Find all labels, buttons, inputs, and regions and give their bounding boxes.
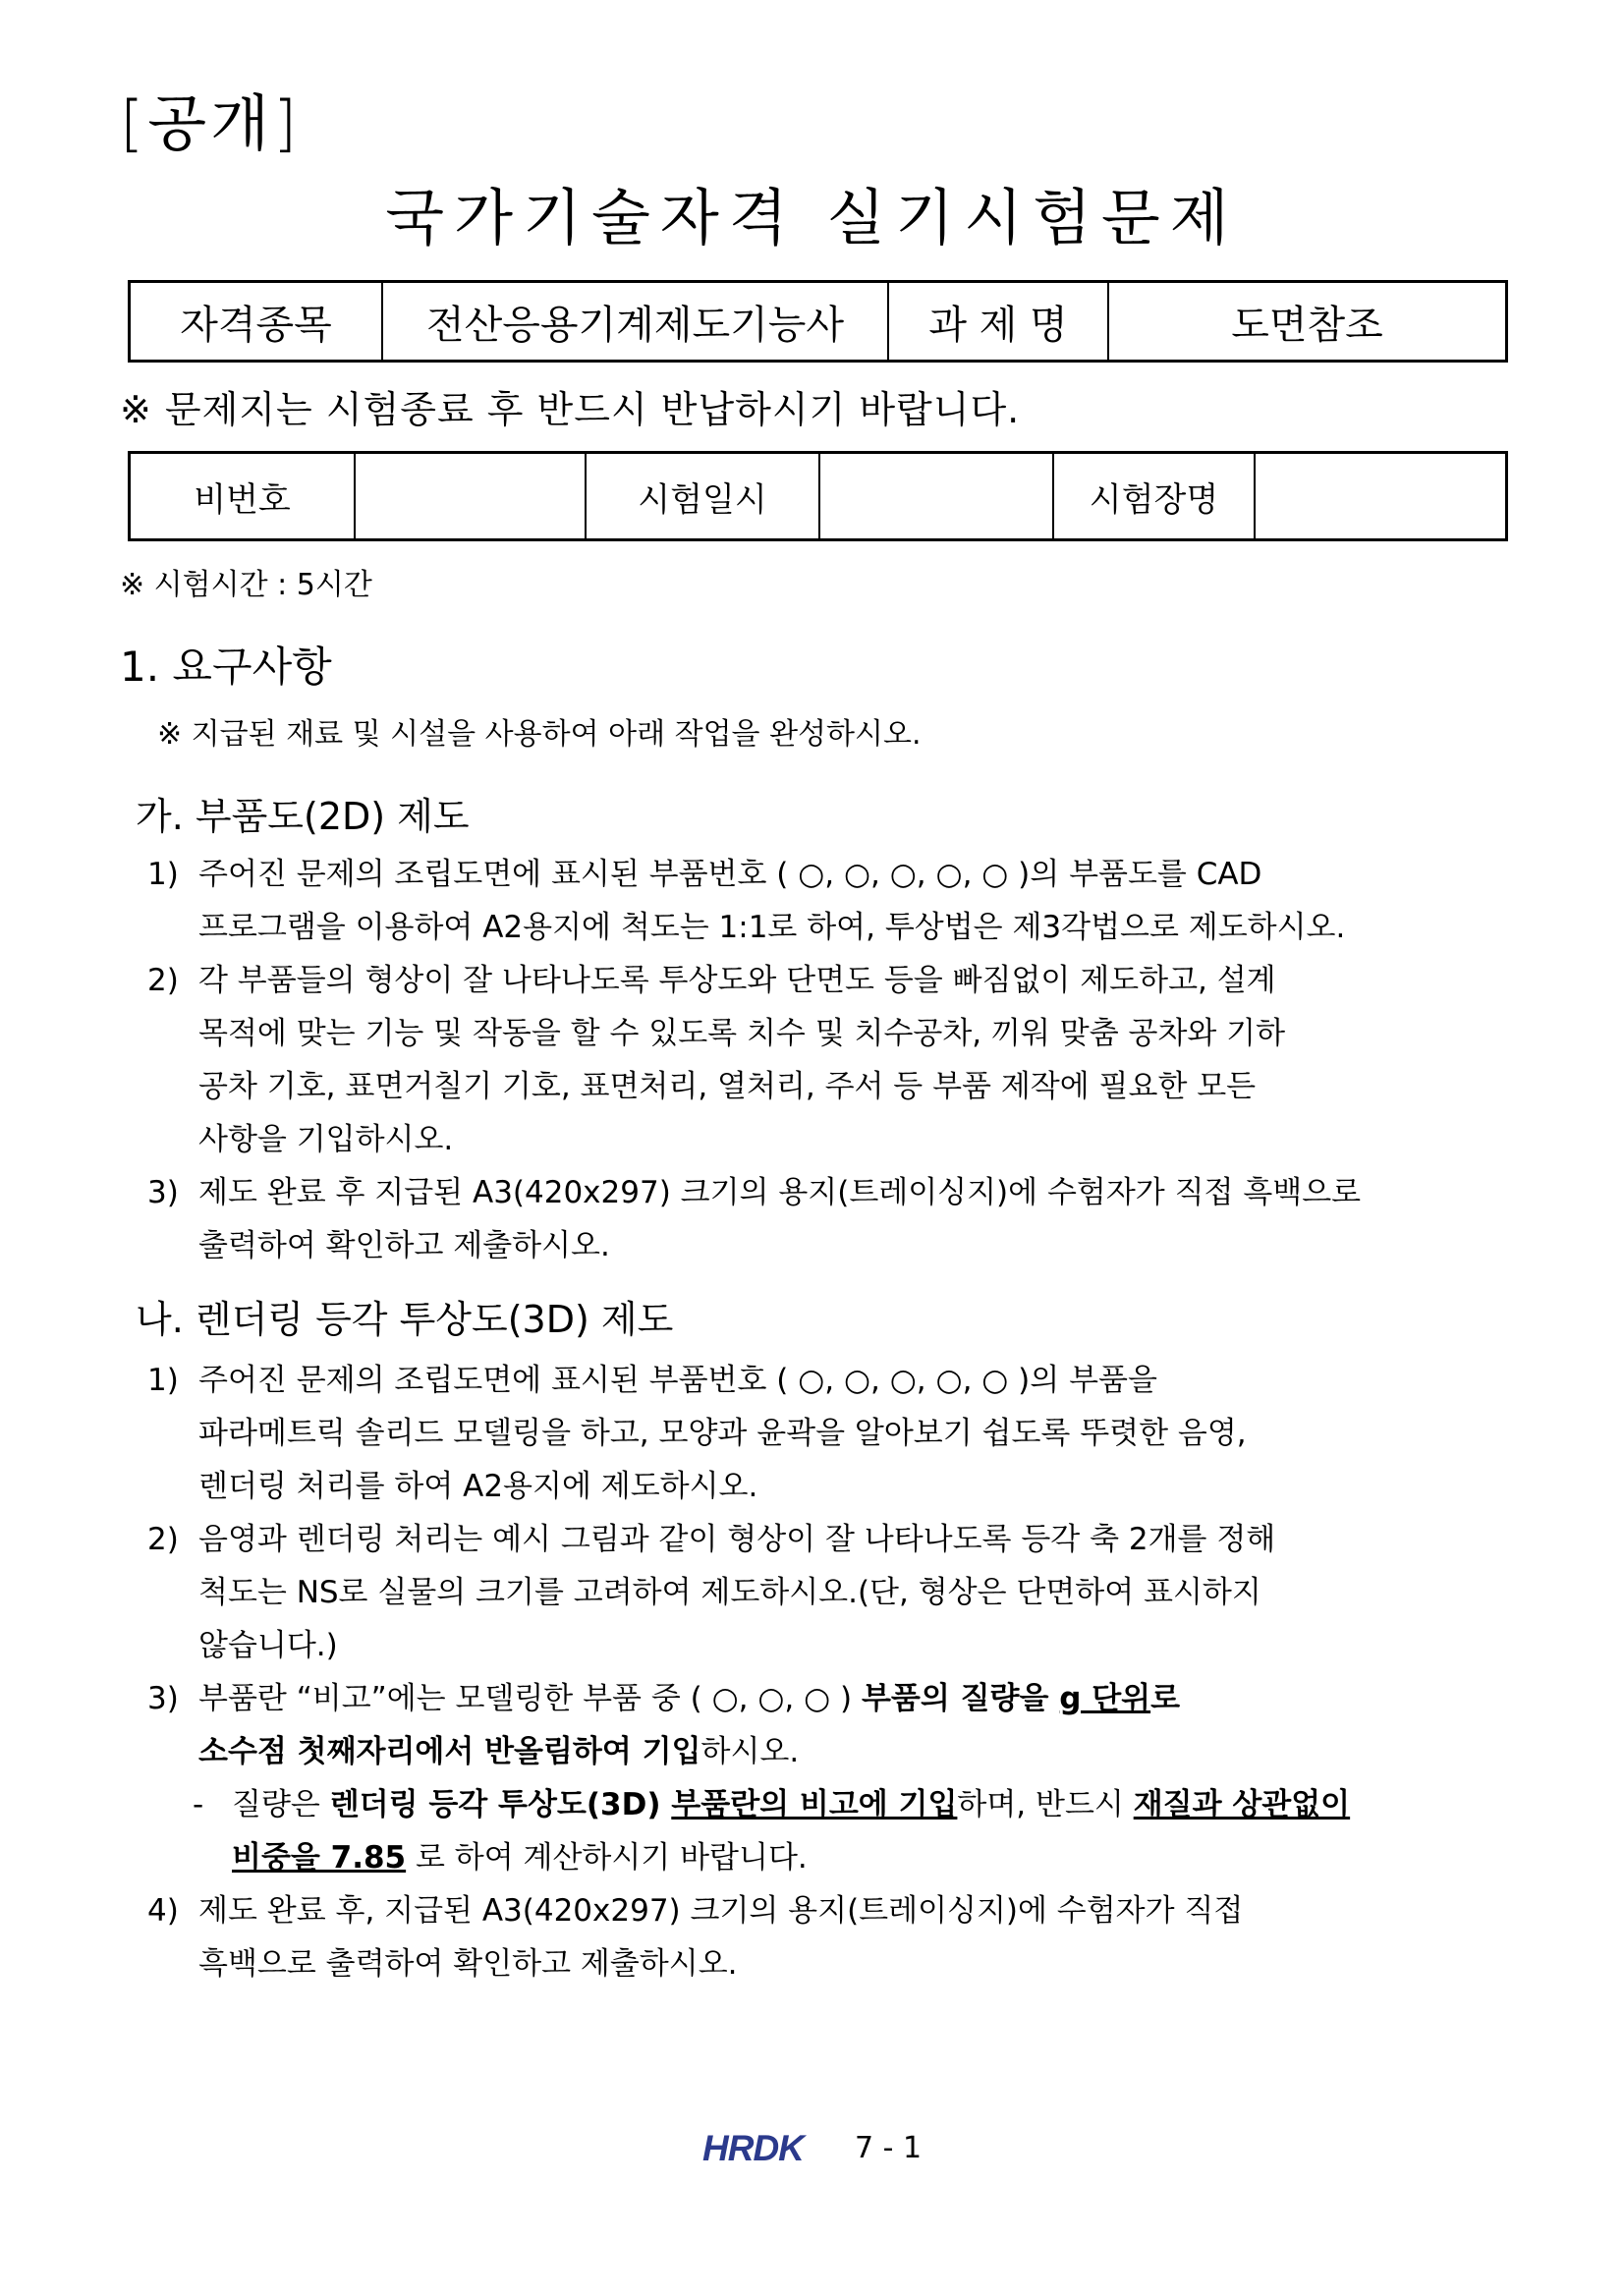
list-item-cont: 않습니다.) (198, 1628, 338, 1663)
qualification-label: 자격종목 (130, 282, 383, 362)
exam-id-label: 비번호 (130, 453, 356, 540)
qualification-value: 전산응용기계제도기능사 (382, 282, 888, 362)
list-item-cont: 공차 기호, 표면거칠기 기호, 표면처리, 열처리, 주서 등 부품 제작에 필요한 모든 (198, 1069, 1257, 1104)
subsection-2d-items (147, 848, 1523, 1272)
list-item-cont: 프로그램을 이용하여 A2용지에 척도는 1:1로 하여, 투상법은 제3각법으로 제도하시오. (198, 910, 1346, 945)
return-notice: ※ 문제지는 시험종료 후 반드시 반납하시기 바랍니다. (120, 388, 1021, 431)
list-item-cont: 출력하여 확인하고 제출하시오. (198, 1228, 610, 1263)
list-item-cont: 소수점 첫째자리에서 반올림하여 기입하시오. (198, 1734, 800, 1769)
list-item: 2) 각 부품들의 형상이 잘 나타나도록 투상도와 단면도 등을 빠짐없이 제도하고, 설계 (147, 963, 1276, 998)
list-item: 1) 주어진 문제의 조립도면에 표시된 부품번호 ( ○, ○, ○, ○, ○ )의 부품도를 CAD (147, 857, 1262, 892)
list-item-sub-cont: 비중을 7.85 로 하여 계산하시기 바랍니다. (232, 1840, 808, 1876)
section-title: 1. 요구사항 (120, 643, 332, 691)
list-item-cont: 척도는 NS로 실물의 크기를 고려하여 제도하시오.(단, 형상은 단면하여 표시하지 (198, 1575, 1261, 1610)
qualification-table (128, 280, 1508, 363)
exam-date-label: 시험일시 (586, 453, 819, 540)
exam-info-table (128, 451, 1508, 541)
list-item: 3) 제도 완료 후 지급된 A3(420x297) 크기의 용지(트레이싱지)에 수험자가 직접 흑백으로 (147, 1175, 1362, 1210)
exam-place-label: 시험장명 (1053, 453, 1255, 540)
section-note: ※ 지급된 재료 및 시설을 사용하여 아래 작업을 완성하시오. (157, 717, 922, 752)
list-item: 1) 주어진 문제의 조립도면에 표시된 부품번호 ( ○, ○, ○, ○, ○ )의 부품을 (147, 1363, 1157, 1398)
list-item: 2) 음영과 렌더링 처리는 예시 그림과 같이 형상이 잘 나타나도록 등각 축 2개를 정해 (147, 1522, 1276, 1557)
subsection-3d-title: 나. 렌더링 등각 투상도(3D) 제도 (136, 1298, 674, 1341)
list-item: 3) 부품란 “비고”에는 모델링한 부품 중 ( ○, ○, ○ ) 부품의 질량을 g 단위로 (147, 1681, 1181, 1716)
list-item-cont: 렌더링 처리를 하여 A2용지에 제도하시오. (198, 1469, 758, 1504)
page-footer (0, 2130, 1624, 2165)
svg-text:HRDK: HRDK (701, 2130, 804, 2165)
disclosure-label: [공개] (120, 87, 302, 159)
list-item-cont: 사항을 기입하시오. (198, 1122, 454, 1157)
exam-place-field[interactable] (1255, 453, 1507, 540)
page-title: 국가기술자격 실기시험문제 (385, 182, 1239, 253)
list-item-cont: 목적에 맞는 기능 및 작동을 할 수 있도록 치수 및 치수공차, 끼워 맞춤 공차와 기하 (198, 1016, 1286, 1051)
subsection-3d-items (147, 1354, 1523, 1990)
task-label: 과 제 명 (888, 282, 1108, 362)
list-item-cont: 파라메트릭 솔리드 모델링을 하고, 모양과 윤곽을 알아보기 쉽도록 뚜렷한 음영, (198, 1416, 1247, 1451)
subsection-2d-title: 가. 부품도(2D) 제도 (136, 795, 470, 838)
list-item: 4) 제도 완료 후, 지급된 A3(420x297) 크기의 용지(트레이싱지)에 수험자가 직접 (147, 1893, 1244, 1929)
page-number: 7 - 1 (855, 2130, 923, 2165)
exam-id-field[interactable] (355, 453, 586, 540)
exam-date-field[interactable] (819, 453, 1053, 540)
hrdk-logo (702, 2130, 832, 2165)
task-value: 도면참조 (1108, 282, 1507, 362)
list-item-cont: 흑백으로 출력하여 확인하고 제출하시오. (198, 1946, 738, 1982)
list-item-sub: - 질량은 렌더링 등각 투상도(3D) 부품란의 비고에 기입하며, 반드시 재질과 상관없이 (193, 1787, 1351, 1822)
exam-time: ※ 시험시간 : 5시간 (120, 568, 372, 602)
